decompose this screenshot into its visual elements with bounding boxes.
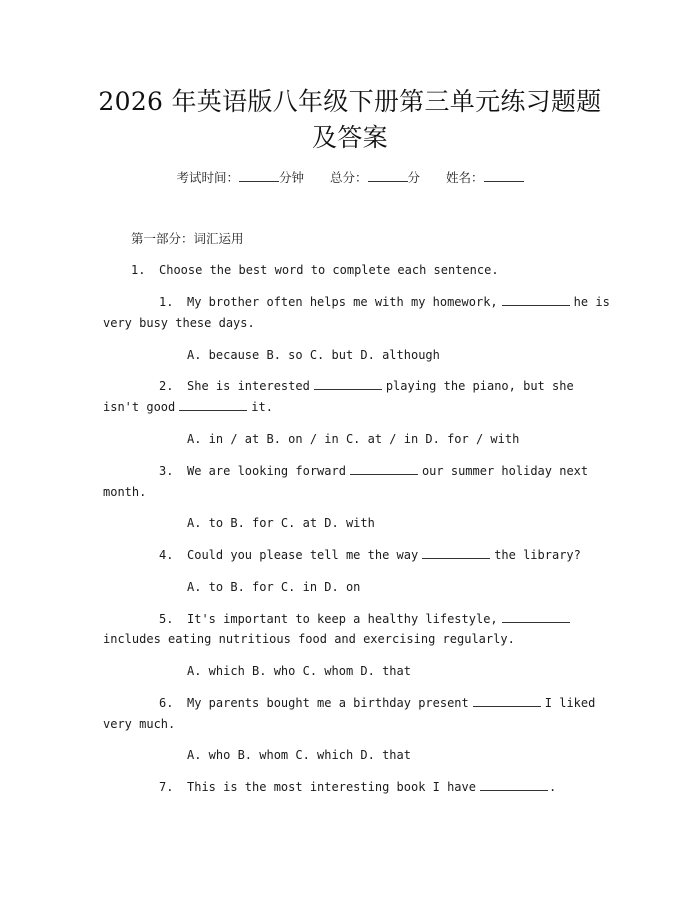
question-text: it. (251, 400, 273, 414)
question-2-options: A. in / at B. on / in C. at / in D. for / with (187, 432, 520, 446)
question-1-options: A. because B. so C. but D. although (187, 348, 440, 362)
answer-blank (502, 610, 570, 623)
question-number: 1. (159, 295, 174, 309)
question-text: My brother often helps me with my homework, (187, 295, 498, 309)
answer-blank (480, 778, 548, 791)
question-6-options: A. who B. whom C. which D. that (187, 748, 411, 762)
section-heading: 第一部分：词汇运用 (131, 231, 244, 246)
question-text: I liked (544, 696, 596, 710)
document-title-line-2: 及答案 (312, 123, 388, 152)
question-text: playing the piano, but she (385, 379, 574, 393)
question-4-line-1 (159, 546, 581, 564)
question-1-line-2: very busy these days. (103, 316, 255, 330)
question-number: 3. (159, 464, 174, 478)
answer-blank (422, 546, 490, 559)
question-text: She is interested (187, 379, 310, 393)
answer-blank (473, 694, 541, 707)
question-2-line-1 (159, 377, 574, 395)
question-number: 6. (159, 696, 174, 710)
exam-time-blank (239, 169, 279, 182)
question-number: 2. (159, 379, 174, 393)
question-6-line-1 (159, 694, 595, 712)
question-text: We are looking forward (187, 464, 346, 478)
question-number: 7. (159, 780, 174, 794)
exam-name-blank (484, 169, 524, 182)
section-instruction (131, 261, 499, 279)
question-text: Could you please tell me the way (187, 548, 419, 562)
question-3-options: A. to B. for C. at D. with (187, 516, 375, 530)
exam-info (0, 168, 700, 188)
question-number: 4. (159, 548, 174, 562)
exam-time-label: 考试时间： (176, 170, 239, 185)
question-text: our summer holiday next (421, 464, 589, 478)
exam-score-unit: 分 (407, 170, 421, 185)
question-5-line-1 (159, 610, 574, 628)
question-text: . (548, 780, 557, 794)
question-1-line-1 (159, 293, 610, 311)
answer-blank (502, 293, 570, 306)
answer-blank (350, 462, 418, 475)
question-4-options: A. to B. for C. in D. on (187, 580, 361, 594)
question-text: It's important to keep a healthy lifestyle, (187, 612, 498, 626)
exam-name-label: 姓名： (446, 170, 484, 185)
question-5-options: A. which B. who C. whom D. that (187, 664, 411, 678)
question-text: he is (573, 295, 610, 309)
answer-blank (179, 398, 247, 411)
exam-score-label: 总分： (329, 170, 368, 185)
answer-blank (314, 377, 382, 390)
question-5-line-2: includes eating nutritious food and exercising regularly. (103, 632, 515, 646)
document-title-line-1: 2026 年英语版八年级下册第三单元练习题题 (98, 87, 602, 116)
question-7-line-1 (159, 778, 556, 796)
question-text: the library? (494, 548, 581, 562)
question-2-line-2 (103, 398, 273, 416)
question-3-line-1 (159, 462, 588, 480)
question-text: isn't good (103, 400, 176, 414)
question-3-line-2: month. (103, 485, 147, 499)
question-text: This is the most interesting book I have (187, 780, 476, 794)
exam-time-unit: 分钟 (278, 170, 304, 185)
exam-score-blank (368, 169, 408, 182)
question-6-line-2: very much. (103, 717, 176, 731)
instruction-text: Choose the best word to complete each sentence. (159, 263, 499, 277)
question-number: 5. (159, 612, 174, 626)
question-text: My parents bought me a birthday present (187, 696, 469, 710)
instruction-number: 1. (131, 263, 146, 277)
